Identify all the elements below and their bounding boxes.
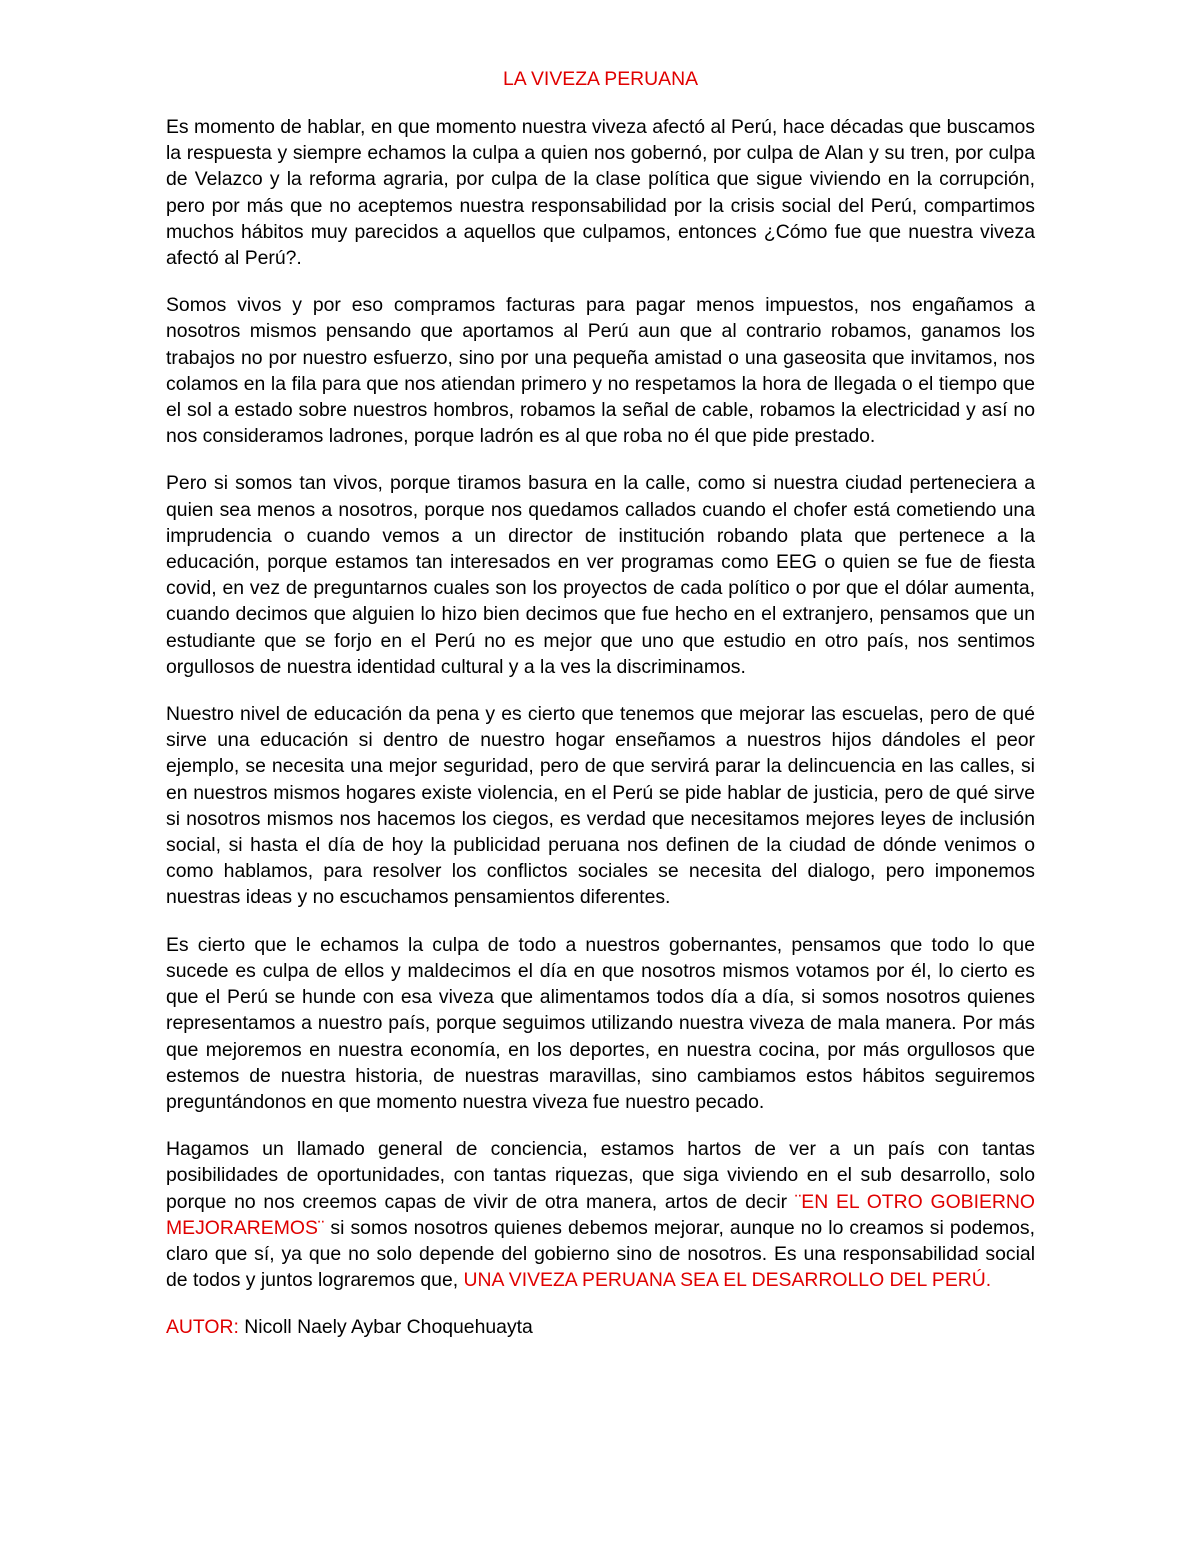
paragraph: Es cierto que le echamos la culpa de todo a nuestros gobernantes, pensamos que todo lo que sucede es culpa de ellos y maldecimos el día en que nosotros mismos votamos por él, lo cierto es que el Perú se hunde con esa viveza que alimentamos todos día a día, si somos nosotros quienes representamos a nuestro país, porque seguimos utilizando nuestra viveza de mala manera. Por más que mejoremos en nuestra economía, en los deportes, en nuestra cocina, por más orgullosos que estemos de nuestra historia, de nuestras maravillas, sino cambiamos estos hábitos seguiremos preguntándonos en que momento nuestra viveza fue nuestro pecado. — [166, 933, 1035, 1113]
paragraph: Nuestro nivel de educación da pena y es cierto que tenemos que mejorar las escuelas, pero de qué sirve una educación si dentro de nuestro hogar enseñamos a nuestros hijos dándoles el peor ejemplo, se necesita una mejor seguridad, pero de que servirá parar la delincuencia en las calles, si en nuestros mismos hogares existe violencia, en el Perú se pide hablar de justicia, pero de qué sirve si nosotros mismos nos hacemos los ciegos, es verdad que necesitamos mejores leyes de inclusión social, si hasta el día de hoy la publicidad peruana nos definen de la ciudad de dónde venimos o como hablamos, para resolver los conflictos sociales se necesita del dialogo, pero imponemos nuestras ideas y no escuchamos pensamientos diferentes. — [166, 703, 1035, 909]
closing-text: si somos nosotros quienes debemos mejorar, aunque no lo creamos si podemos, claro que sí, ya que no solo depende del gobierno sino de nosotros. Es una responsabilidad social de todos y juntos lograremos que, — [166, 1216, 1035, 1292]
document-title: LA VIVEZA PERUANA — [502, 68, 699, 90]
author-name: Nicoll Naely Aybar Choquehuayta — [238, 1316, 533, 1339]
closing-text: Hagamos un llamado general de conciencia, estamos hartos de ver a un país con tantas posibilidades de oportunidades, con tantas riquezas, que siga viviendo en el sub desarrollo, solo porque no nos creemos capas de vivir de otra manera, artos de decir — [166, 1138, 1035, 1213]
paragraph: Es momento de hablar, en que momento nuestra viveza afectó al Perú, hace décadas que buscamos la respuesta y siempre echamos la culpa a quien nos gobernó, por culpa de Alan y su tren, por culpa de Velazco y la reforma agraria, por culpa de la clase política que sigue viviendo en la corrupción, pero por más que no aceptemos nuestra responsabilidad por la crisis social del Perú, compartimos muchos hábitos muy parecidos a aquellos que culpamos, entonces ¿Cómo fue que nuestra viveza afectó al Perú?. — [166, 116, 1035, 270]
paragraph: Somos vivos y por eso compramos facturas para pagar menos impuestos, nos engañamos a nosotros mismos pensando que aportamos al Perú aun que al contrario robamos, ganamos los trabajos no por nuestro esfuerzo, sino por una pequeña amistad o una gaseosita que invitamos, nos colamos en la fila para que nos atiendan primero y no respetamos la hora de llegada o el tiempo que el sol a estado sobre nuestros hombros, robamos la señal de cable, robamos la electricidad y así no nos consideramos ladrones, porque ladrón es al que roba no él que pide prestado. — [166, 294, 1035, 448]
author-label: AUTOR: — [166, 1316, 239, 1339]
closing-paragraph — [166, 1136, 1035, 1293]
highlight-quote: ¨EN EL OTRO GOBIERNO MEJORAREMOS¨ — [166, 1190, 1035, 1239]
highlight-conclusion: UNA VIVEZA PERUANA SEA EL DESARROLLO DEL PERÚ. — [463, 1269, 992, 1292]
paragraph: Pero si somos tan vivos, porque tiramos basura en la calle, como si nuestra ciudad perteneciera a quien sea menos a nosotros, porque nos quedamos callados cuando el chofer está cometiendo una imprudencia o cuando vemos a un director de institución robando plata que pertenece a la educación, porque estamos tan interesados en ver programas como EEG o quien se fue de fiesta covid, en vez de preguntarnos cuales son los proyectos de cada político o por que el dólar aumenta, cuando decimos que alguien lo hizo bien decimos que fue hecho en el extranjero, pensamos que un estudiante que se forjo en el Perú no es mejor que uno que estudio en otro país, nos sentimos orgullosos de nuestra identidad cultural y a la ves la discriminamos. — [166, 472, 1035, 678]
author-line — [166, 1314, 1035, 1340]
